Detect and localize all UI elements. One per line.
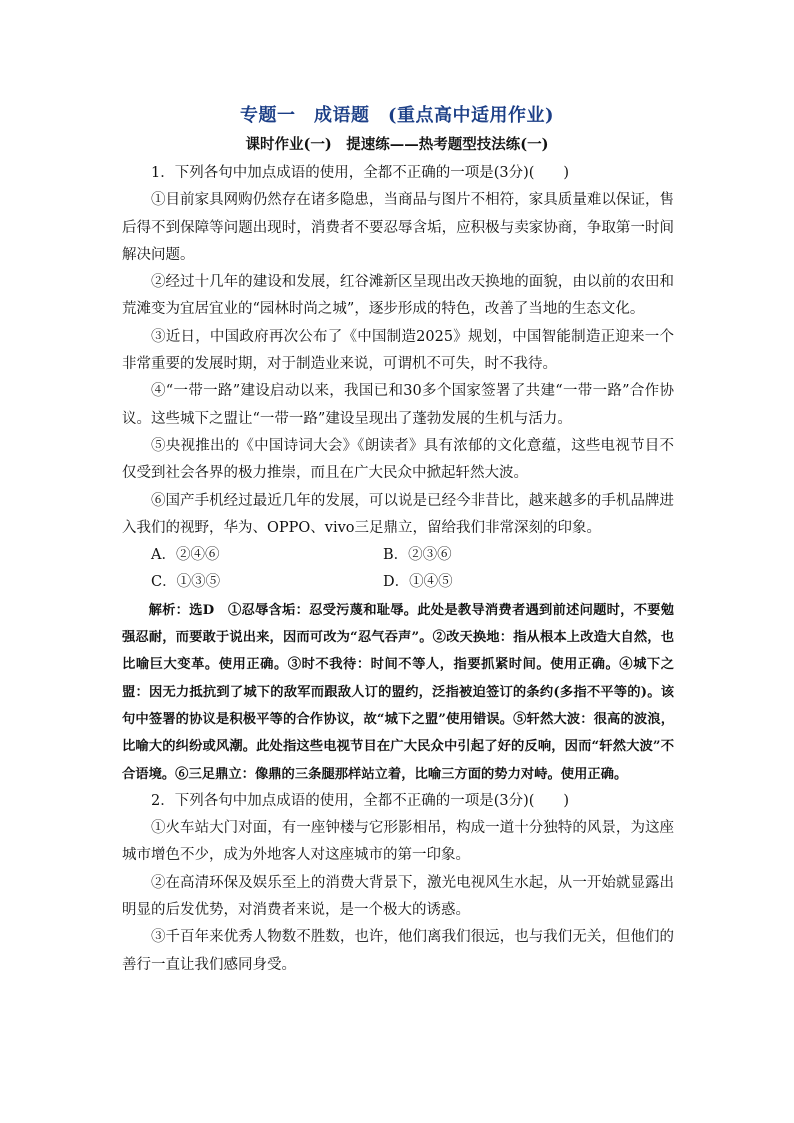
question-2-stem: 2．下列各句中加点成语的使用，全都不正确的一项是(3分)( ): [151, 792, 570, 809]
question-1-stem: 1．下列各句中加点成语的使用，全都不正确的一项是(3分)( ): [151, 165, 570, 181]
question-1-options: [122, 542, 674, 597]
question-1-item-1: ①目前家具网购仍然存在诸多隐患，当商品与图片不相符，家具质量难以保证，售后得不到保障等问题出现时，消费者不要忍辱含垢，应积极与卖家协商，争取第一时间解决问题。: [122, 192, 674, 263]
question-1-analysis: [122, 597, 674, 788]
question-1-item-2: ②经过十几年的建设和发展，红谷滩新区呈现出改天换地的面貌，由以前的农田和荒滩变为宜居宜业的“园林时尚之城”，逐步形成的特色，改善了当地的生态文化。: [122, 274, 674, 318]
question-2-item-3: ③千百年来优秀人物数不胜数，也许，他们离我们很远，也与我们无关，但他们的善行一直让我们感同身受。: [122, 929, 674, 973]
question-2-item-1: ①火车站大门对面，有一座钟楼与它形影相吊，构成一道十分独特的风景，为这座城市增色不少，成为外地客人对这座城市的第一印象。: [122, 820, 674, 864]
question-1-item-3: ③近日，中国政府再次公布了《中国制造2025》规划，中国智能制造正迎来一个非常重要的发展时期，对于制造业来说，可谓机不可失，时不我待。: [122, 328, 674, 373]
analysis-text: 解析：选D ①忍辱含垢：忍受污蔑和耻辱。此处是教导消费者遇到前述问题时，不要勉强忍耐，而要敢于说出来，因而可改为“忍气吞声”。②改天换地：指从根本上改造大自然，也比喻巨大变革。使用正确。③时不我待：时间不等人，指要抓紧时间。使用正确。④城下之盟：因无力抵抗到了城下的敌军而跟敌人订的盟约，泛指被迫签订的条约(多指不平等的)。该句中签署的协议是积极平等的合作协议，故“城下之盟”使用错误。⑤轩然大波：很高的波浪，比喻大的纠纷或风潮。此处指这些电视节目在广大民众中引起了好的反响，因而“轩然大波”不合语境。⑥三足鼎立：像鼎的三条腿那样站立着，比喻三方面的势力对峙。使用正确。: [122, 602, 674, 782]
page-title: 专题一 成语题 (重点高中适用作业): [239, 105, 555, 126]
question-1-item-5: ⑤央视推出的《中国诗词大会》《朗读者》具有浓郁的文化意蕴，这些电视节目不仅受到社会各界的极力推崇，而且在广大民众中掀起轩然大波。: [122, 437, 674, 482]
option-a: A．②④⑥: [151, 547, 220, 564]
page-subtitle: 课时作业(一) 提速练——热考题型技法练(一): [245, 136, 549, 153]
question-1-item-4: ④“一带一路”建设启动以来，我国已和30多个国家签署了共建“一带一路”合作协议。这些城下之盟让“一带一路”建设呈现出了蓬勃发展的生机与活力。: [122, 383, 674, 427]
option-b: B．②③⑥: [383, 547, 452, 564]
option-d: D．①④⑤: [383, 574, 453, 591]
option-c: C．①③⑤: [151, 574, 221, 591]
question-1-item-6: ⑥国产手机经过最近几年的发展，可以说是已经今非昔比，越来越多的手机品牌进入我们的视野，华为、OPPO、vivo三足鼎立，留给我们非常深刻的印象。: [122, 492, 674, 536]
document-body: [122, 160, 674, 979]
question-2-item-2: ②在高清环保及娱乐至上的消费大背景下，激光电视风生水起，从一开始就显露出明显的后发优势，对消费者来说，是一个极大的诱惑。: [122, 874, 674, 919]
